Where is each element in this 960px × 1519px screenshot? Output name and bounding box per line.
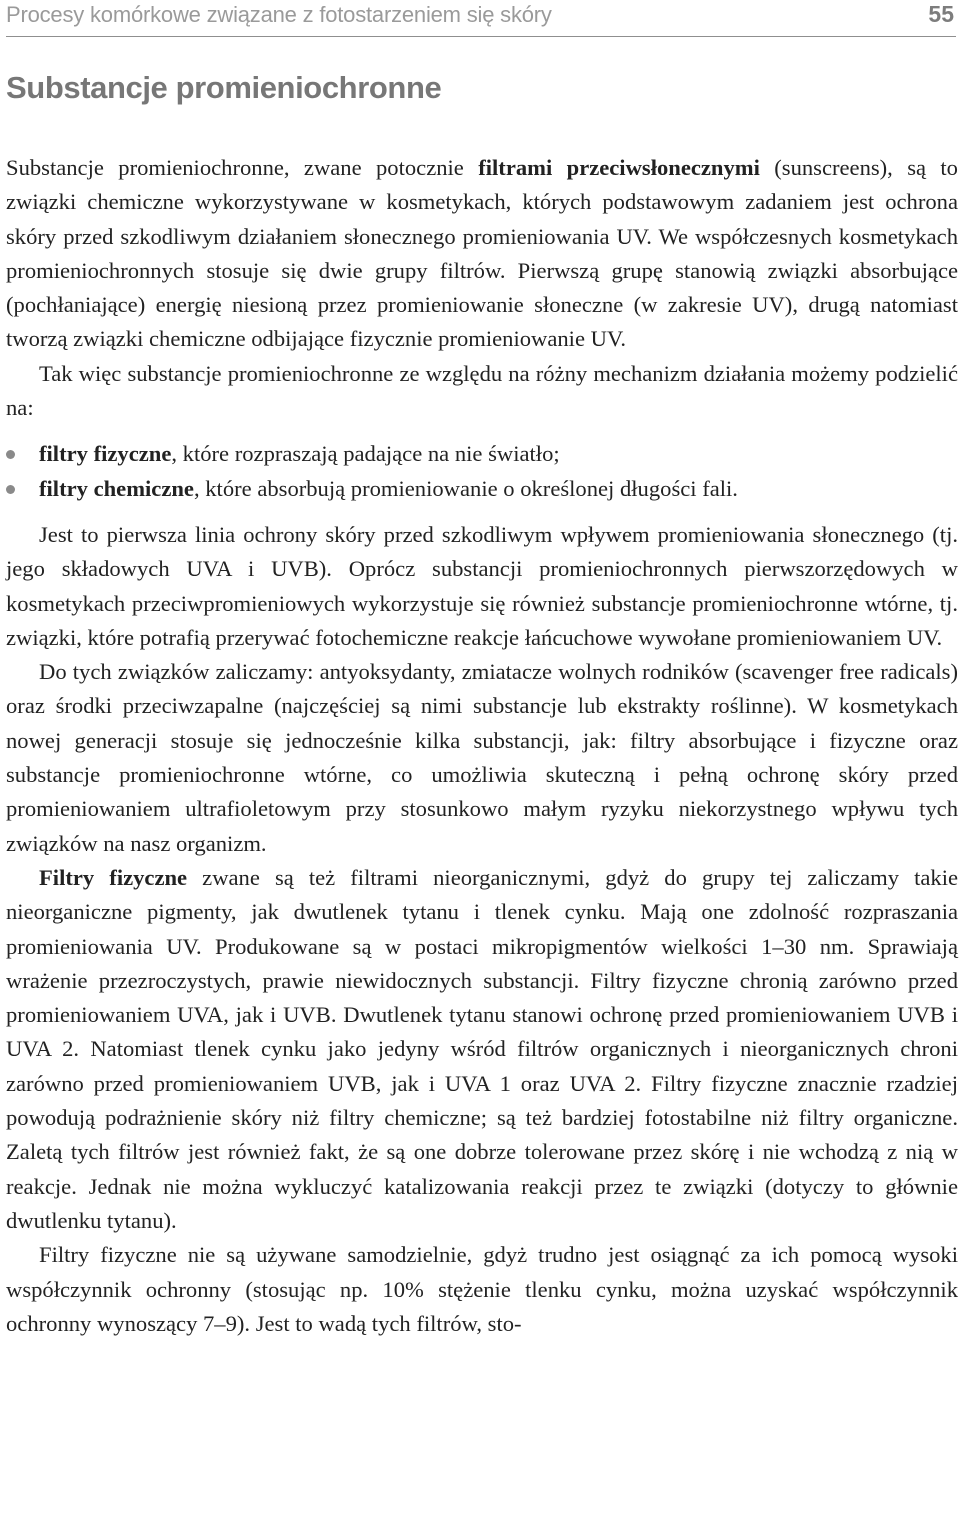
paragraph-4: Do tych związków zaliczamy: antyoksydanty, zmiatacze wolnych rodników (scavenger free radicals) oraz środki przeciwzapalne (najczęściej są nimi substancje lub ekstrakty roślinne). W kosmetykach nowej generacji stosuje się jednocześnie kilka substancji, jak: filtry absorbujące i fizyczne oraz substancje promieniochronne wtórne, co umożliwia skuteczną i pełną ochronę skóry przed promieniowaniem ultrafioletowym przy stosunkowo małym ryzyku niekorzystnego wpływu tych związków na nasz organizm. <box>6 659 958 856</box>
list-item-text: , które rozpraszają padające na nie światło; <box>171 441 560 467</box>
filter-types-list <box>6 437 958 506</box>
paragraph-5 <box>6 861 958 1238</box>
paragraph-2: Tak więc substancje promieniochronne ze względu na różny mechanizm działania możemy podzielić na: <box>6 360 958 421</box>
running-header <box>6 0 956 37</box>
bullet-icon <box>6 485 15 494</box>
paragraph-1-text-b: (sunscreens), są to związki chemiczne wykorzystywane w kosmetykach, których podstawowym zadaniem jest ochrona skóry przed szkodliwym działaniem słonecznego promieniowania UV. We współczesnych kosmetykach promieniochronnych stosuje się dwie grupy filtrów. Pierwszą grupę stanowią związki absorbujące (pochłaniające) energię niesioną przez promieniowanie słoneczne (w zakresie UV), drugą natomiast tworzą związki chemiczne odbijające fizycznie promieniowanie UV. <box>6 155 958 352</box>
section-title: Substancje promieniochronne <box>6 70 442 105</box>
term-chemical-filters: filtry chemiczne <box>39 475 194 501</box>
term-physical-filters: filtry fizyczne <box>39 441 172 467</box>
paragraph-6: Filtry fizyczne nie są używane samodzielnie, gdyż trudno jest osiągnąć za ich pomocą wysoki współczynnik ochronny (stosując np. 10% stężenie tlenku cynku, można uzyskać współczynnik ochronny wynoszący 7–9). Jest to wadą tych filtrów, sto- <box>6 1242 958 1336</box>
running-title: Procesy komórkowe związane z fotostarzeniem się skóry <box>6 2 552 27</box>
list-item-physical-filters <box>6 437 958 471</box>
term-sunscreens: filtrami przeciwsłonecznymi <box>478 155 760 180</box>
paragraph-1-text-a: Substancje promieniochronne, zwane potocznie <box>6 155 479 180</box>
body-text <box>6 151 958 1341</box>
list-item-text: , które absorbują promieniowanie o określonej długości fali. <box>193 475 738 501</box>
paragraph-1 <box>6 151 958 357</box>
bullet-icon <box>6 450 15 459</box>
list-item-chemical-filters <box>6 472 958 506</box>
page-number: 55 <box>928 1 954 27</box>
term-physical-filters-heading: Filtry fizyczne <box>39 864 188 890</box>
paragraph-3: Jest to pierwsza linia ochrony skóry przed szkodliwym wpływem promieniowania słonecznego (tj. jego składowych UVA i UVB). Oprócz substancji promieniochronnych pierwszorzędowych w kosmetykach przeciwpromieniowych wykorzystuje się również substancje promieniochronne wtórne, tj. związki, które potrafią przerywać fotochemiczne reakcje łańcuchowe wywołane promieniowaniem UV. <box>6 521 958 650</box>
paragraph-5-text: zwane są też filtrami nieorganicznymi, gdyż do grupy tej zaliczamy takie nieorganiczne pigmenty, jak dwutlenek tytanu i tlenek cynku. Mają one zdolność rozpraszania promieniowania UV. Produkowane są w postaci mikropigmentów wielkości 1–30 nm. Sprawiają wrażenie przezroczystych, prawie niewidocznych substancji. Filtry fizyczne chronią zarówno przed promieniowaniem UVA, jak i UVB. Dwutlenek tytanu stanowi ochronę przed promieniowaniem UVB i UVA 2. Natomiast tlenek cynku jako jedyny wśród filtrów organicznych i nieorganicznych chroni zarówno przed promieniowaniem UVB, jak i UVA 1 oraz UVA 2. Filtry fizyczne znacznie rzadziej powodują podrażnienie skóry niż filtry chemiczne; są też bardziej fotostabilne niż filtry organiczne. Zaletą tych filtrów jest również fakt, że są one dobrze tolerowane przez skórę i nie wchodzą z nią w reakcje. Jednak nie można wykluczyć katalizowania reakcji przez te związki (dotyczy to głównie dwutlenku tytanu). <box>6 864 958 1233</box>
